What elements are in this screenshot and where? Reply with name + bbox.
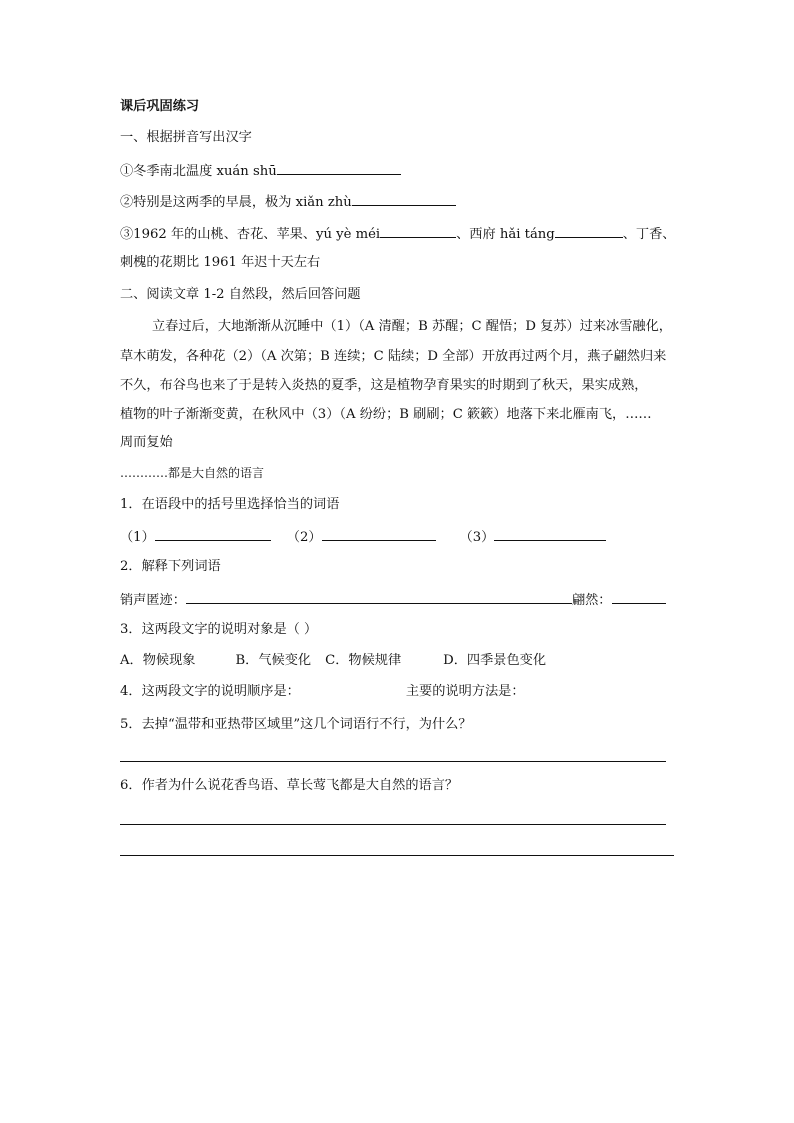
question-3: 3．这两段文字的说明对象是（ ） <box>120 622 318 637</box>
answer-line[interactable] <box>120 855 674 856</box>
passage-line: 周而复始 <box>120 435 173 450</box>
passage-line: 草木萌发，各种花（2）（A 次第；B 连续；C 陆续；D 全部）开放再过两个月，燕子翩然归来 <box>120 349 667 364</box>
passage-line: 植物的叶子渐渐变黄，在秋风中（3）（A 纷纷；B 刷刷；C 簌簌）地落下来北雁南飞，…… <box>120 407 652 422</box>
page-title: 课后巩固练习 <box>120 99 200 114</box>
pinyin-question-3-text: ③1962 年的山桃、杏花、苹果、yú yè méi <box>120 227 381 242</box>
option-a[interactable]: A．物候现象 <box>120 653 196 668</box>
option-b[interactable]: B．气候变化 <box>235 653 312 668</box>
pinyin-question-3-text: 、西府 hǎi táng <box>456 227 555 242</box>
word-1-label: 销声匿迹： <box>120 593 186 608</box>
pinyin-question-3 <box>120 224 676 244</box>
section-1-title: 一、根据拼音写出汉字 <box>120 130 252 145</box>
question-2: 2．解释下列词语 <box>120 559 221 574</box>
answer-line[interactable] <box>120 824 666 825</box>
word-2-label: 翩然： <box>571 593 612 608</box>
question-6: 6．作者为什么说花香鸟语、草长莺飞都是大自然的语言？ <box>120 778 459 793</box>
word-choice-blanks <box>120 527 606 547</box>
pinyin-question-1 <box>120 161 401 181</box>
pinyin-question-2 <box>120 192 456 212</box>
blank-label-1: （1） <box>120 530 155 545</box>
answer-line[interactable] <box>120 761 666 762</box>
passage-line: 不久，布谷鸟也来了于是转入炎热的夏季，这是植物孕育果实的时期到了秋天，果实成熟， <box>120 378 648 393</box>
answer-blank[interactable] <box>322 527 436 541</box>
answer-blank[interactable] <box>494 527 606 541</box>
option-c[interactable]: C．物候规律 <box>325 653 402 668</box>
pinyin-question-3-continued: 刺槐的花期比 1961 年迟十天左右 <box>120 255 321 270</box>
answer-blank[interactable] <box>555 224 623 238</box>
answer-blank[interactable] <box>186 590 572 604</box>
option-d[interactable]: D．四季景色变化 <box>443 653 547 668</box>
passage-ellipsis: …………都是大自然的语言 <box>120 466 265 480</box>
pinyin-question-2-text: ②特别是这两季的早晨，极为 xiǎn zhù <box>120 195 352 210</box>
passage-line: 立春过后，大地渐渐从沉睡中（1）（A 清醒；B 苏醒；C 醒悟；D 复苏）过来冰雪融化， <box>152 319 672 334</box>
blank-label-2: （2） <box>286 530 322 545</box>
answer-blank[interactable] <box>380 224 456 238</box>
answer-blank[interactable] <box>155 527 271 541</box>
question-4-order: 4．这两段文字的说明顺序是： <box>120 684 300 699</box>
pinyin-question-3-text: 、丁香、 <box>622 227 676 242</box>
question-5: 5．去掉“温带和亚热带区域里”这几个词语行不行，为什么？ <box>120 717 472 732</box>
question-1: 1．在语段中的括号里选择恰当的词语 <box>120 497 340 512</box>
answer-blank[interactable] <box>352 192 456 206</box>
question-3-options <box>120 652 546 670</box>
pinyin-question-1-text: ①冬季南北温度 xuán shū <box>120 164 277 179</box>
word-definition-line <box>120 590 666 610</box>
answer-blank[interactable] <box>612 590 666 604</box>
blank-label-3: （3） <box>459 530 495 545</box>
section-2-title: 二、阅读文章 1-2 自然段，然后回答问题 <box>120 287 361 302</box>
answer-blank[interactable] <box>277 161 401 175</box>
question-4-method: 主要的说明方法是： <box>405 684 525 699</box>
question-4 <box>120 683 525 701</box>
